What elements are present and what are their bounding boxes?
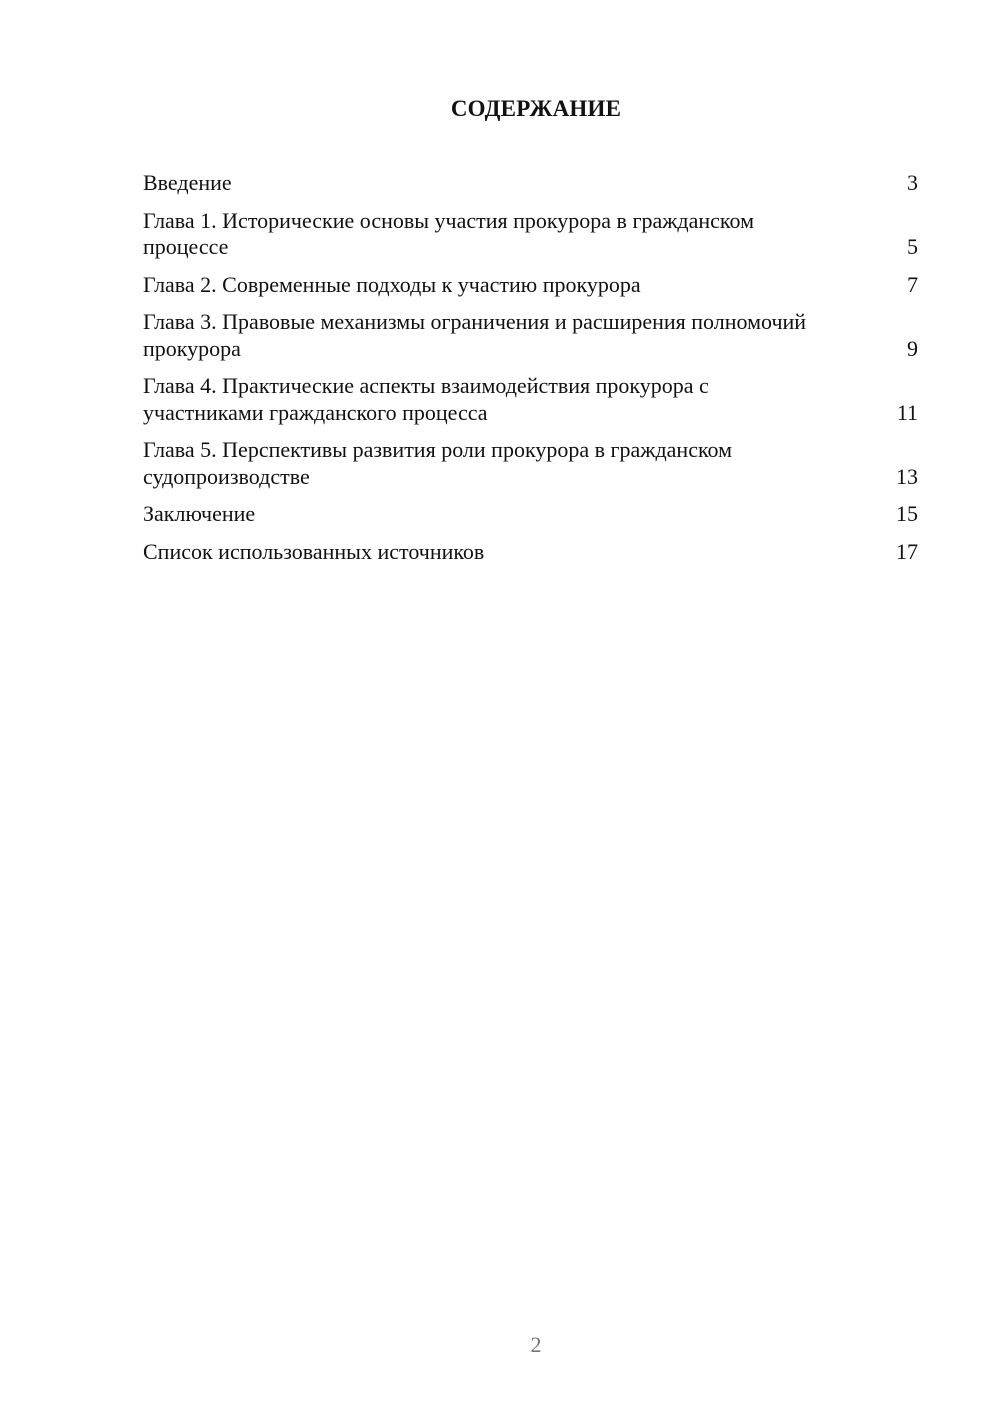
toc-item-chapter-5: [143, 437, 918, 490]
toc-item-page-number: 17: [896, 538, 918, 564]
toc-item-introduction: [143, 170, 918, 197]
toc-item-label: Глава 1. Исторические основы участия прокурора в гражданском процессе: [143, 207, 755, 259]
toc-item-chapter-1: [143, 208, 918, 261]
table-of-contents: [143, 170, 918, 576]
toc-item-page-number: 3: [907, 170, 918, 195]
toc-item-references: [143, 539, 918, 566]
toc-item-page-number: 13: [896, 463, 918, 489]
toc-item-label: Введение: [143, 170, 232, 195]
footer-page-number: 2: [530, 1332, 542, 1357]
toc-item-label: Глава 3. Правовые механизмы ограничения и расширения полномочий прокурора: [143, 309, 807, 361]
toc-item-label: Глава 2. Современные подходы к участию прокурора: [143, 271, 641, 297]
toc-item-label: Глава 4. Практические аспекты взаимодействия прокурора с участниками гражданского процесса: [143, 373, 709, 425]
toc-item-chapter-4: [143, 373, 918, 426]
toc-item-label: Заключение: [143, 501, 256, 526]
toc-item-label: Список использованных источников: [143, 538, 485, 564]
toc-item-chapter-3: [143, 309, 918, 362]
page-title: СОДЕРЖАНИЕ: [450, 96, 622, 121]
toc-item-conclusion: [143, 501, 918, 528]
toc-item-page-number: 15: [896, 501, 918, 526]
toc-item-page-number: 11: [896, 399, 918, 425]
toc-item-page-number: 5: [907, 234, 918, 259]
toc-item-chapter-2: [143, 272, 918, 299]
toc-item-label: Глава 5. Перспективы развития роли прокурора в гражданском судопроизводстве: [143, 437, 733, 489]
toc-item-page-number: 9: [907, 335, 918, 361]
toc-item-page-number: 7: [907, 271, 918, 297]
